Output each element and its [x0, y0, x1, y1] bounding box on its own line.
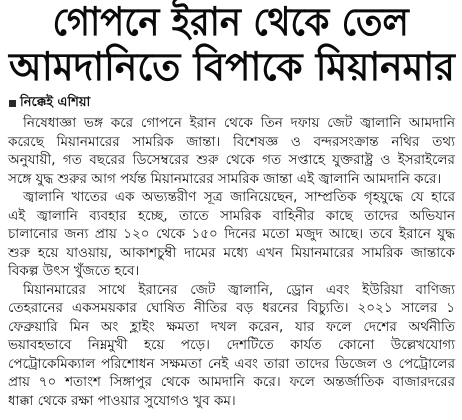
article-body-line: এই জ্বালানি ব্যবহার হচ্ছে, তাতে সামরিক বাহিনীর কাছে তাদের অভিযান: [8, 207, 455, 224]
headline-line-1: [0, 0, 462, 45]
article-paragraph-1: [8, 114, 455, 188]
article-body-line: সঙ্গে যুদ্ধ শুরুর আগ পর্যন্ত মিয়ানমারের সামরিক জান্তা এই জ্বালানি আমদানি করে।: [8, 170, 442, 187]
article-body-line: ফেব্রুয়ারি মিন অং হ্লাইং ক্ষমতা দখল করেন, যার ফলে দেশের অর্থনীতি: [8, 318, 455, 335]
square-bullet-icon: [9, 100, 16, 107]
byline-source: নিক্কেই এশিয়া: [20, 94, 91, 110]
headline-line-2: [0, 45, 462, 90]
article-body-line: নিষেধাজ্ঞা ভঙ্গ করে গোপনে ইরান থেকে তিন দফায় জেট জ্বালানি আমদানি: [23, 115, 455, 131]
article-body-line: প্রায় ৭০ শতাংশ সিঙ্গাপুর থেকে আমদানি করে। ফলে অন্তর্জাতিক বাজারদরের: [8, 374, 455, 390]
article-body-line: পেট্রোকেমিক্যাল পরিশোধন সক্ষমতা নেই এবং তারা তাদের ডিজেল ও পেট্রোলের: [8, 355, 455, 372]
article-body-line: তেহরানের একসময়কার ঘোষিত নীতির বড় ধরনের বিচ্যুতি। ২০২১ সালের ১: [8, 300, 455, 316]
headline-text-2: আমদানিতে বিপাকে মিয়ানমার: [8, 45, 455, 90]
article-body-line: ধাক্কা থেকে রক্ষা পাওয়ার সুযোগও খুব কম।: [8, 392, 236, 409]
article-paragraph-2: [8, 188, 455, 281]
article-body-line: মিয়ানমারের সাথে ইরানের জেট জ্বালানি, ড্রোন এবং ইউরিয়া বাণিজ্য: [23, 281, 455, 298]
article-body-line: বিকল্প উৎস খুঁজতে হবে।: [8, 263, 140, 279]
article-body-line: চালানোর জন্য প্রায় ১২০ থেকে ১৫০ দিনের মতো মজুদ আছে। তবে ইরানে যুদ্ধ: [8, 226, 455, 242]
byline: [0, 93, 462, 113]
headline: [0, 0, 462, 90]
article-body-line: ভয়াবহভাবে নিম্নমুখী হয়ে পড়ে। দেশটিতে কার্যত কোনো উল্লেখযোগ্য: [8, 337, 455, 353]
article-body-line: জ্বালানি খাতের এক অভ্যন্তরীণ সূত্র জানিয়েছেন, সাম্প্রতিক গৃহযুদ্ধে যে হারে: [23, 189, 455, 205]
article-paragraph-3: [8, 281, 455, 411]
article-body-line: করেছে মিয়ানমারের সামরিক জান্তা। বিশেষজ্ঞ ও বন্দরসংক্রান্ত নথির তথ্য: [8, 133, 455, 150]
article-body-line: অনুযায়ী, গত বছরের ডিসেম্বরের শুরু থেকে গত সপ্তাহে যুক্তরাষ্ট্র ও ইসরাইলের: [8, 152, 455, 168]
article-body-line: শুরু হয়ে যাওয়ায়, আকাশচুম্বী দামের মধ্যে এখন মিয়ানমারের সামরিক জান্তাকে: [8, 244, 455, 261]
headline-text-1: গোপনে ইরান থেকে তেল: [52, 0, 410, 45]
article-body: [0, 114, 462, 410]
